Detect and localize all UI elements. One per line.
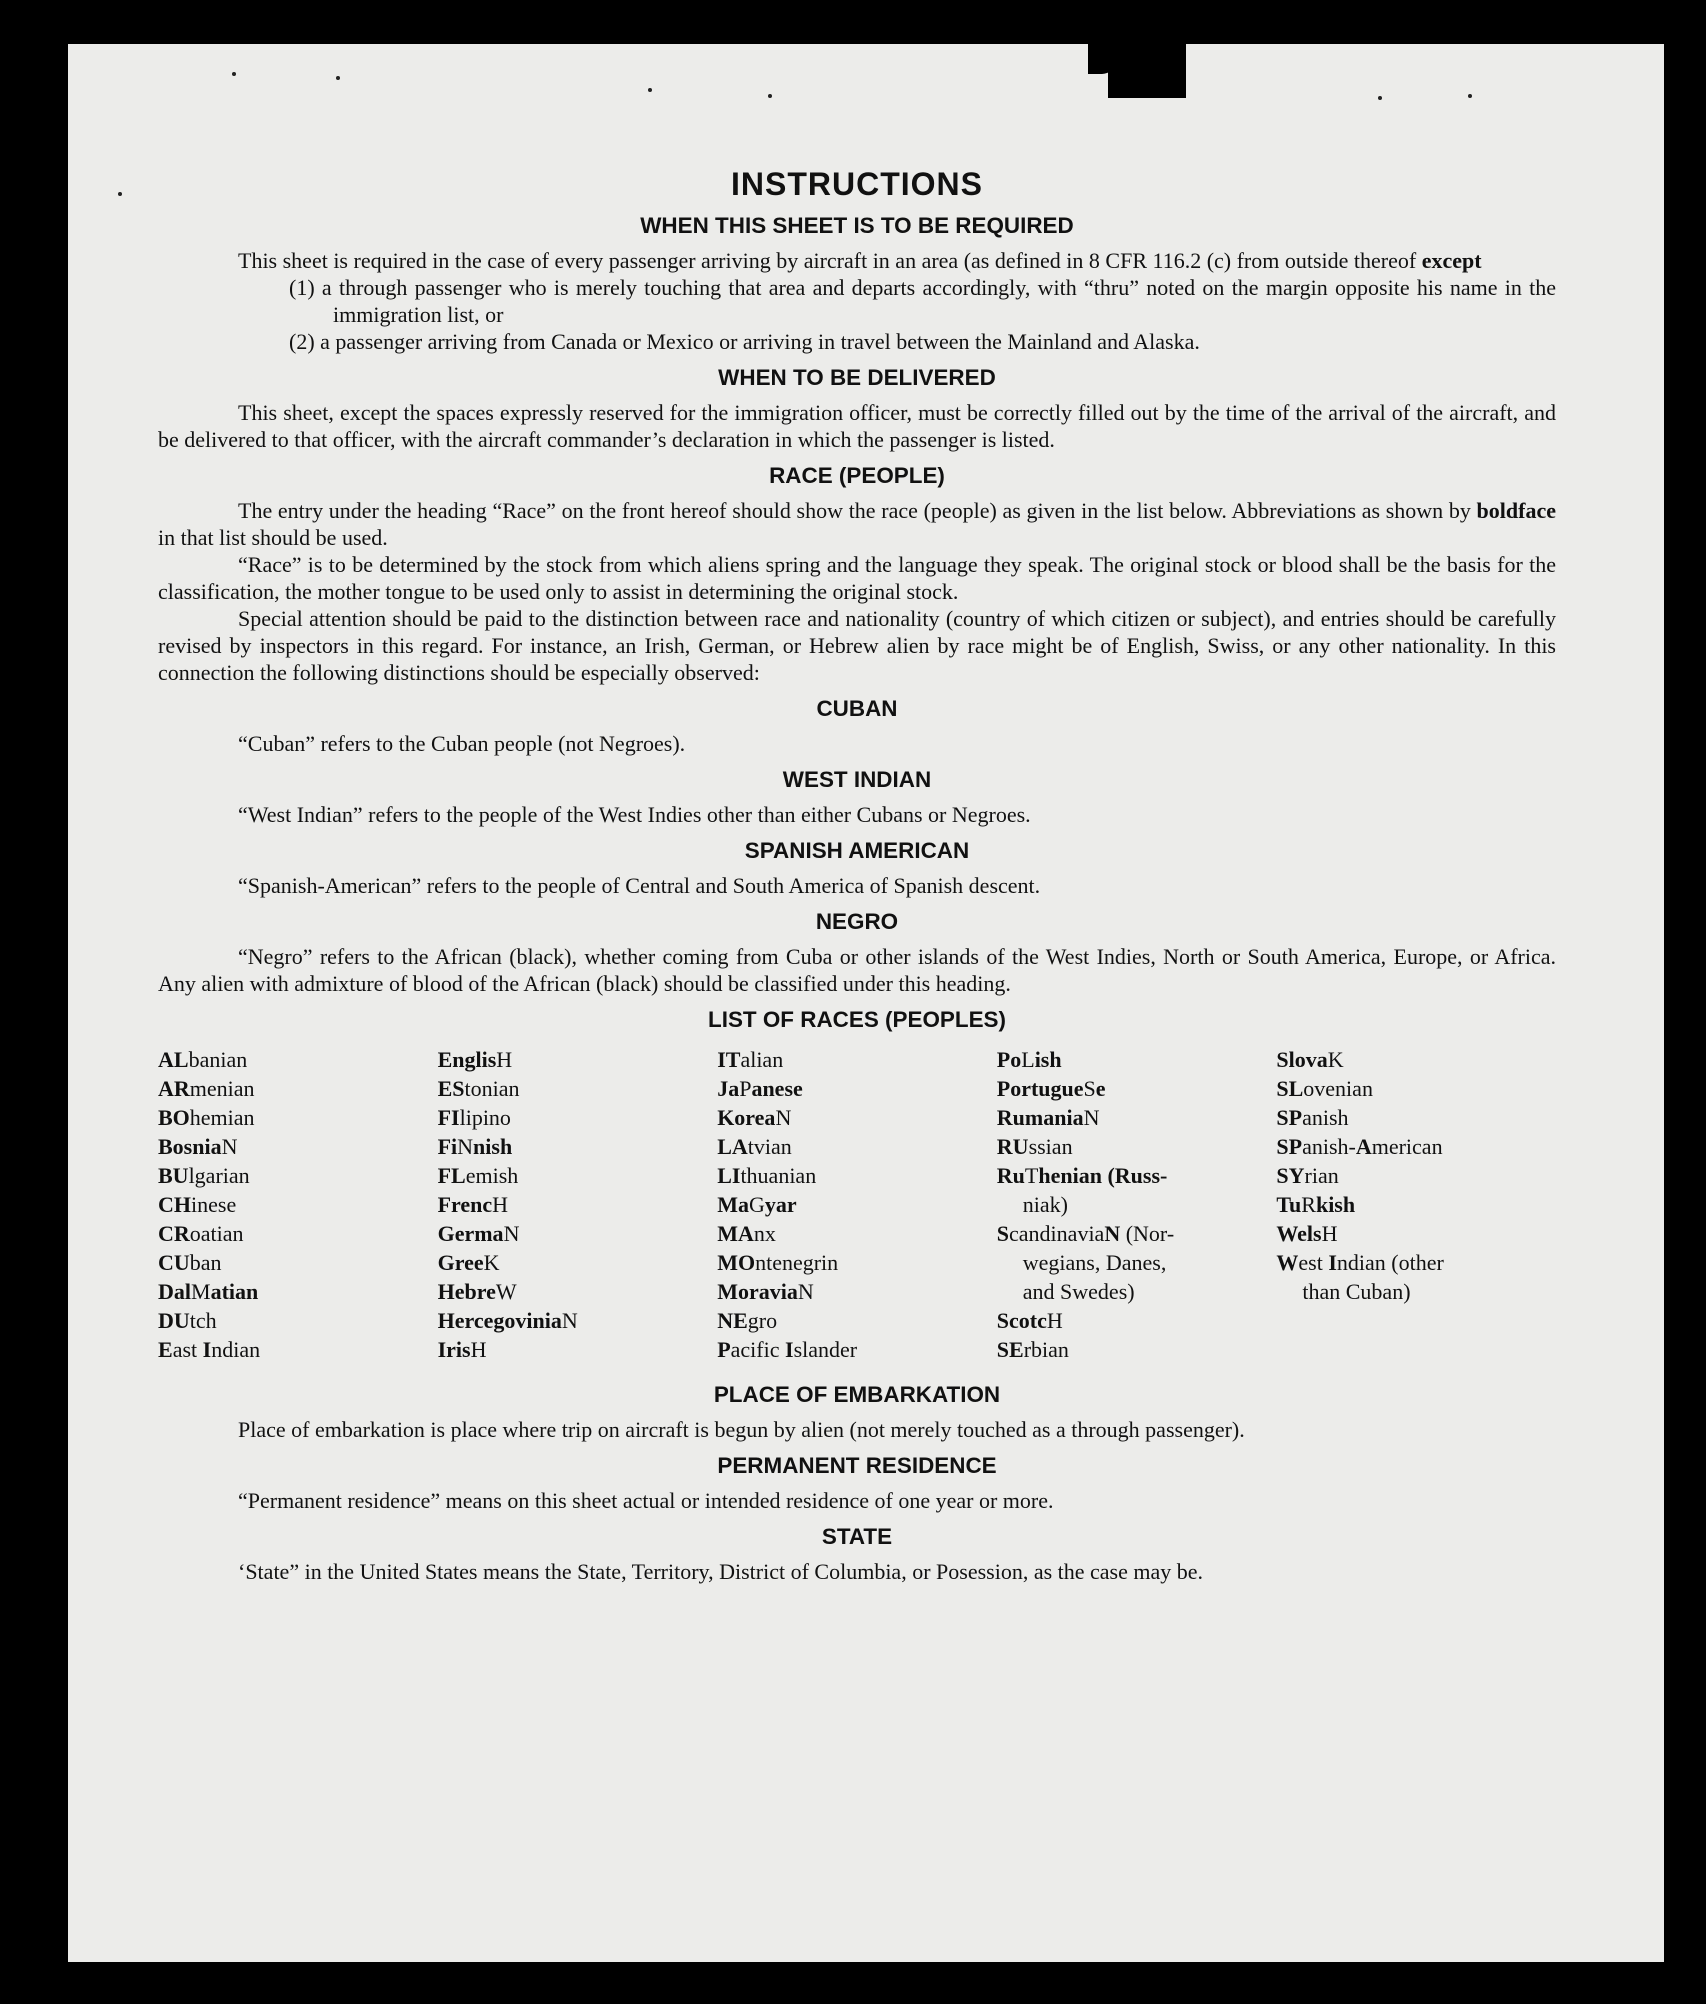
races-column-5 bbox=[1276, 1045, 1556, 1364]
negro-text: “Negro” refers to the African (black), whether coming from Cuba or other islands of the West Indies, North or South America, Europe, or Africa. Any alien with admixture of blood of the African (black) should be classified under this heading. bbox=[158, 944, 1556, 996]
race-entry: West Indian (other bbox=[1276, 1250, 1444, 1275]
race-entry: SErbian bbox=[996, 1337, 1069, 1362]
embarkation-text: Place of embarkation is place where trip on aircraft is begun by alien (not merely touched as a through passenger). bbox=[238, 1417, 1245, 1442]
race-entry: LAtvian bbox=[717, 1134, 792, 1159]
race-paragraph-3: Special attention should be paid to the distinction between race and nationality (country of which citizen or subject), and entries should be carefully revised by inspectors in this regard. For instance, an Irish, German, or Hebrew alien by race might be of English, Swiss, or any other nationality. In this connection the following distinctions should be especially observed: bbox=[158, 606, 1556, 685]
race-entry: ITalian bbox=[717, 1047, 784, 1072]
race-entry: PortugueSe bbox=[996, 1076, 1106, 1101]
races-column-3 bbox=[717, 1045, 997, 1364]
section-heading-negro: NEGRO bbox=[815, 909, 899, 934]
race-entry: MaGyar bbox=[717, 1192, 797, 1217]
race-entry: DalMatian bbox=[158, 1279, 259, 1304]
race-entry: FLemish bbox=[437, 1163, 519, 1188]
race-entry: MAnx bbox=[717, 1221, 776, 1246]
speck bbox=[1468, 94, 1472, 98]
race-paragraph-2: “Race” is to be determined by the stock from which aliens spring and the language they speak. The original stock or blood shall be the basis for the classification, the mother tongue to be used only to assist in determining the original stock. bbox=[158, 552, 1556, 604]
race-entry: CHinese bbox=[158, 1192, 237, 1217]
races-column-4 bbox=[997, 1045, 1277, 1364]
torn-edge bbox=[1088, 44, 1116, 74]
race-p1-text: The entry under the heading “Race” on the front hereof should show the race (people) as given in the list below. Abbreviations as shown by bbox=[238, 498, 1471, 523]
race-entry: RuThenian (Russ- bbox=[996, 1163, 1168, 1188]
speck bbox=[648, 88, 652, 92]
section-heading-west-indian: WEST INDIAN bbox=[782, 767, 932, 792]
required-intro bbox=[158, 247, 1556, 274]
race-entry: LIthuanian bbox=[717, 1163, 817, 1188]
section-heading-spanish-american: SPANISH AMERICAN bbox=[744, 838, 970, 863]
section-heading-embarkation: PLACE OF EMBARKATION bbox=[713, 1382, 1001, 1407]
race-entry: SlovaK bbox=[1276, 1047, 1344, 1072]
race-entry: wegians, Danes, bbox=[1022, 1250, 1167, 1275]
torn-corner bbox=[1108, 44, 1186, 98]
race-entry: EStonian bbox=[437, 1076, 520, 1101]
race-entry: MOntenegrin bbox=[717, 1250, 839, 1275]
spanish-american-text: “Spanish-American” refers to the people of Central and South America of Spanish descent. bbox=[238, 873, 1041, 898]
race-entry: BosniaN bbox=[158, 1134, 238, 1159]
cuban-text: “Cuban” refers to the Cuban people (not Negroes). bbox=[238, 731, 686, 756]
page-title: INSTRUCTIONS bbox=[731, 166, 983, 202]
required-item-1: (1) a through passenger who is merely touching that area and departs accordingly, with “thru” noted on the margin opposite his name in the immigration list, or bbox=[289, 275, 1556, 327]
race-paragraph-1 bbox=[158, 497, 1556, 551]
race-entry: BUlgarian bbox=[158, 1163, 250, 1188]
race-entry: than Cuban) bbox=[1302, 1279, 1411, 1304]
west-indian-text: “West Indian” refers to the people of the West Indies other than either Cubans or Negroes. bbox=[238, 802, 1031, 827]
race-entry: SYrian bbox=[1276, 1163, 1339, 1188]
race-entry: ARmenian bbox=[158, 1076, 255, 1101]
speck bbox=[232, 72, 236, 76]
race-entry: DUtch bbox=[158, 1308, 217, 1333]
speck bbox=[118, 192, 122, 196]
speck bbox=[1378, 96, 1382, 100]
section-heading-race: RACE (PEOPLE) bbox=[769, 463, 945, 488]
race-entry: HercegoviniaN bbox=[437, 1308, 578, 1333]
race-entry: CRoatian bbox=[158, 1221, 244, 1246]
race-entry: WelsH bbox=[1276, 1221, 1338, 1246]
race-entry: GermaN bbox=[437, 1221, 520, 1246]
section-heading-state: STATE bbox=[821, 1524, 893, 1549]
race-entry: GreeK bbox=[437, 1250, 500, 1275]
race-entry: ScandinaviaN (Nor- bbox=[996, 1221, 1175, 1246]
residence-text: “Permanent residence” means on this sheet actual or intended residence of one year or more. bbox=[238, 1488, 1054, 1513]
race-entry: SPanish bbox=[1276, 1105, 1349, 1130]
race-entry: EnglisH bbox=[437, 1047, 513, 1072]
section-heading-cuban: CUBAN bbox=[816, 696, 898, 721]
race-p1-end: in that list should be used. bbox=[158, 525, 388, 550]
race-entry: FIlipino bbox=[437, 1105, 511, 1130]
document-sheet bbox=[68, 44, 1664, 1962]
race-entry: SPanish-American bbox=[1276, 1134, 1443, 1159]
section-heading-residence: PERMANENT RESIDENCE bbox=[717, 1453, 997, 1478]
race-entry: ALbanian bbox=[158, 1047, 248, 1072]
race-entry: CUban bbox=[158, 1250, 222, 1275]
races-list bbox=[158, 1045, 1556, 1364]
race-entry: JaPanese bbox=[717, 1076, 803, 1101]
speck bbox=[768, 94, 772, 98]
race-entry: ScotcH bbox=[996, 1308, 1063, 1333]
race-entry: SLovenian bbox=[1276, 1076, 1373, 1101]
section-heading-required: WHEN THIS SHEET IS TO BE REQUIRED bbox=[640, 213, 1074, 238]
race-entry: TuRkish bbox=[1276, 1192, 1356, 1217]
race-entry: FrencH bbox=[437, 1192, 509, 1217]
required-item-2: (2) a passenger arriving from Canada or Mexico or arriving in travel between the Mainland and Alaska. bbox=[289, 329, 1200, 354]
races-column-1 bbox=[158, 1045, 438, 1364]
race-entry: Pacific Islander bbox=[717, 1337, 858, 1362]
race-entry: BOhemian bbox=[158, 1105, 255, 1130]
except-word: except bbox=[1421, 248, 1482, 273]
race-entry: niak) bbox=[1022, 1192, 1068, 1217]
state-text: ‘State” in the United States means the State, Territory, District of Columbia, or Posession, as the case may be. bbox=[238, 1559, 1204, 1584]
race-entry: and Swedes) bbox=[1022, 1279, 1135, 1304]
race-entry: MoraviaN bbox=[717, 1279, 814, 1304]
section-heading-races-list: LIST OF RACES (PEOPLES) bbox=[708, 1007, 1006, 1032]
race-entry: NEgro bbox=[717, 1308, 778, 1333]
speck bbox=[336, 76, 340, 80]
required-intro-text: This sheet is required in the case of every passenger arriving by aircraft in an area (as defined in 8 CFR 116.2 (c) from outside thereof bbox=[238, 248, 1417, 273]
race-entry: East Indian bbox=[158, 1337, 261, 1362]
races-column-2 bbox=[438, 1045, 718, 1364]
boldface-word: boldface bbox=[1476, 498, 1556, 523]
race-entry: PoLish bbox=[996, 1047, 1062, 1072]
race-entry: HebreW bbox=[437, 1279, 517, 1304]
race-entry: RUssian bbox=[996, 1134, 1073, 1159]
delivered-text: This sheet, except the spaces expressly reserved for the immigration officer, must be correctly filled out by the time of the arrival of the aircraft, and be delivered to that officer, with the aircraft commander’s declaration in which the passenger is listed. bbox=[158, 400, 1556, 452]
section-heading-delivered: WHEN TO BE DELIVERED bbox=[718, 365, 996, 390]
race-entry: IrisH bbox=[437, 1337, 487, 1362]
race-entry: KoreaN bbox=[717, 1105, 792, 1130]
race-entry: RumaniaN bbox=[996, 1105, 1100, 1130]
race-entry: FiNnish bbox=[437, 1134, 513, 1159]
